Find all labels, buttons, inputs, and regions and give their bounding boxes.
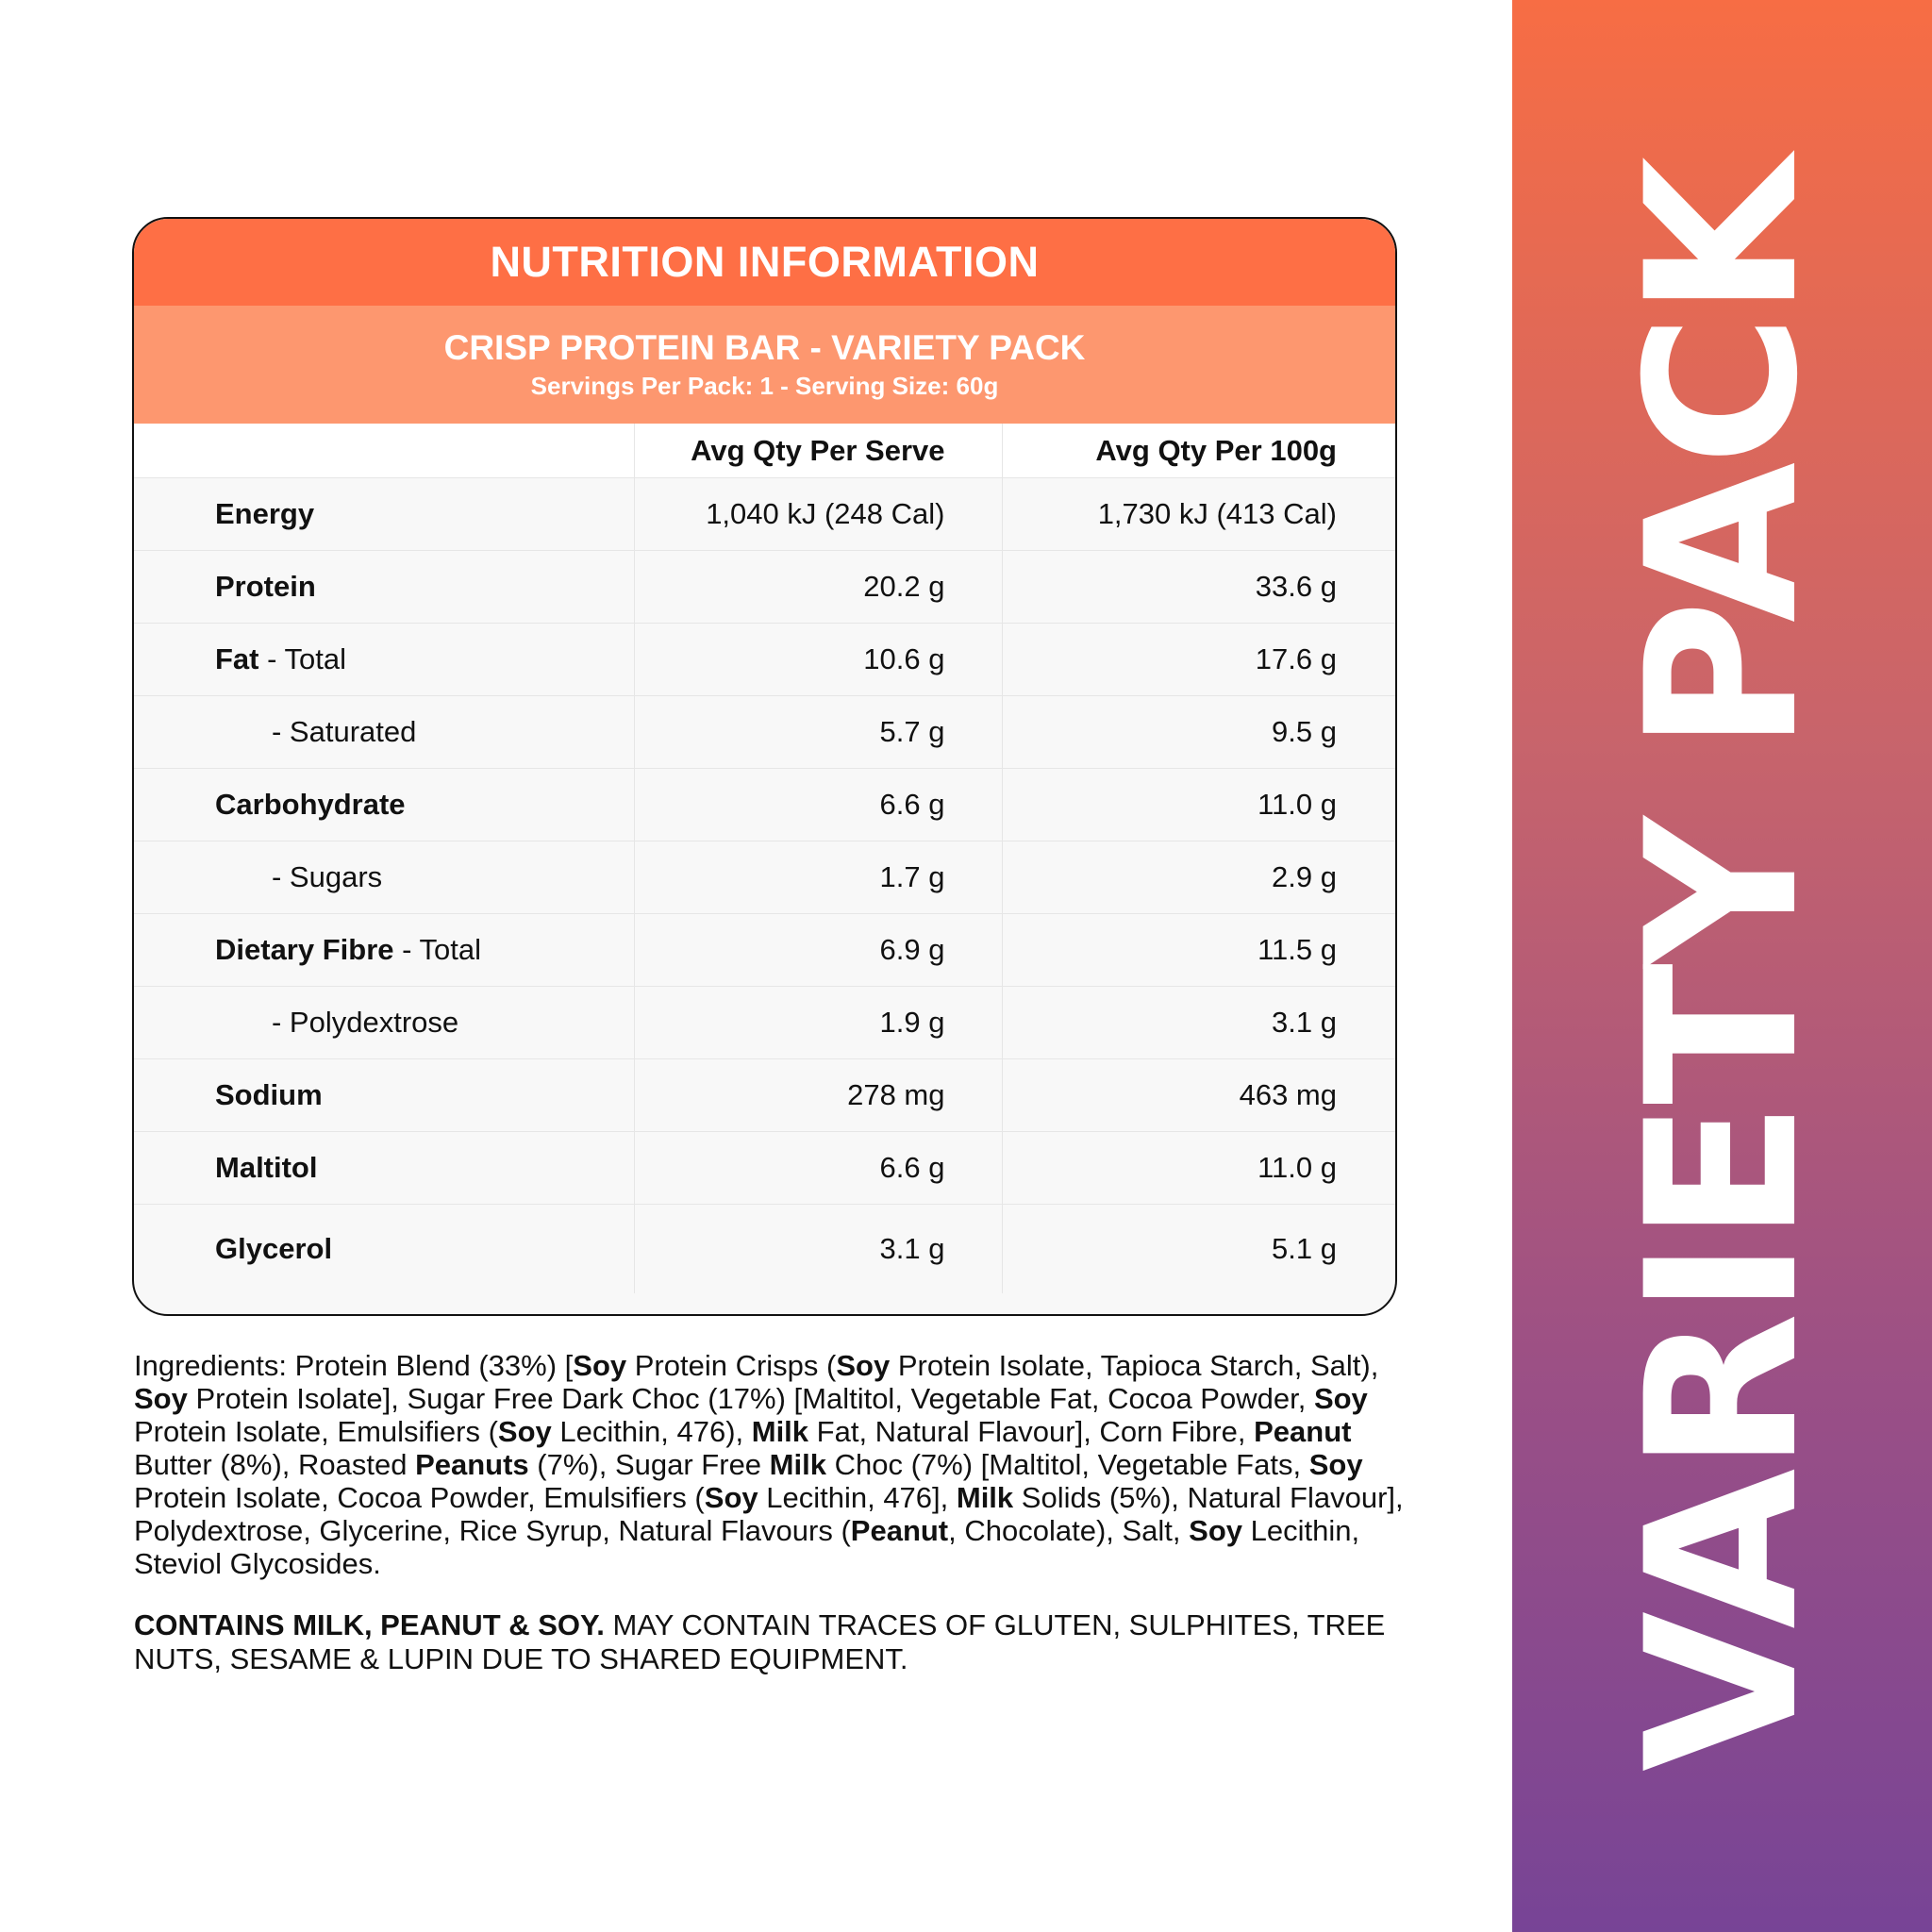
side-panel-text: VARIETY PACK <box>1601 159 1843 1773</box>
row-per-serve: 3.1 g <box>634 1205 1002 1293</box>
row-label: Carbohydrate <box>134 769 634 841</box>
row-per-serve: 1.9 g <box>634 987 1002 1059</box>
row-label: Fat - Total <box>134 624 634 696</box>
row-per-100g: 11.0 g <box>1002 769 1395 841</box>
row-per-100g: 5.1 g <box>1002 1205 1395 1293</box>
row-label: Glycerol <box>215 1231 333 1265</box>
allergen-may-contain: MAY CONTAIN TRACES OF GLUTEN, SULPHITES, TREE NUTS, SESAME & LUPIN DUE TO SHARED EQUIPMENT. <box>134 1608 1386 1675</box>
table-row <box>134 624 1395 696</box>
row-per-100g: 1,730 kJ (413 Cal) <box>1002 478 1395 551</box>
row-label: - Saturated <box>134 696 634 769</box>
ingredients-text: Ingredients: Protein Blend (33%) [Soy Protein Crisps (Soy Protein Isolate, Tapioca Starch, Salt), Soy Protein Isolate], Sugar Free Dark Choc (17%) [Maltitol, Vegetable Fat, Cocoa Powder, Soy Protein Isolate, Emulsifiers (Soy Lecithin, 476), Milk Fat, Natural Flavour], Corn Fibre, Peanut Butter (8%), Roasted Peanuts (7%), Sugar Free Milk Choc (7%) [Maltitol, Vegetable Fats, Soy Protein Isolate, Cocoa Powder, Emulsifiers (Soy Lecithin, 476], Milk Solids (5%), Natural Flavour], Polydextrose, Glycerine, Rice Syrup, Natural Flavours (Peanut, Chocolate), Salt, Soy Lecithin, Steviol Glycosides. <box>134 1349 1404 1580</box>
nutrition-panel <box>132 217 1397 1316</box>
row-per-serve: 1.7 g <box>634 841 1002 914</box>
side-panel <box>1512 0 1932 1932</box>
row-per-100g: 17.6 g <box>1002 624 1395 696</box>
row-per-100g: 2.9 g <box>1002 841 1395 914</box>
allergen-statement <box>134 1608 1426 1676</box>
row-per-serve: 278 mg <box>634 1059 1002 1132</box>
row-per-serve: 20.2 g <box>634 551 1002 624</box>
table-row <box>134 1132 1395 1205</box>
panel-title: NUTRITION INFORMATION <box>134 219 1395 306</box>
table-row <box>134 478 1395 551</box>
row-per-100g: 33.6 g <box>1002 551 1395 624</box>
row-label: Dietary Fibre - Total <box>134 914 634 987</box>
row-per-serve: 5.7 g <box>634 696 1002 769</box>
header-per-serve: Avg Qty Per Serve <box>634 424 1002 478</box>
table-row <box>134 987 1395 1059</box>
table-row <box>134 696 1395 769</box>
table-header-row <box>134 424 1395 478</box>
header-blank <box>134 424 634 478</box>
serving-info: Servings Per Pack: 1 - Serving Size: 60g <box>530 372 999 400</box>
row-per-100g: 463 mg <box>1002 1059 1395 1132</box>
table-row <box>134 1059 1395 1132</box>
row-per-100g: 9.5 g <box>1002 696 1395 769</box>
row-per-serve: 6.9 g <box>634 914 1002 987</box>
row-label: - Polydextrose <box>134 987 634 1059</box>
table-row <box>134 841 1395 914</box>
row-per-100g: 3.1 g <box>1002 987 1395 1059</box>
nutrition-table <box>134 424 1395 1293</box>
table-row <box>134 551 1395 624</box>
row-label: Sodium <box>134 1059 634 1132</box>
row-per-100g: 11.5 g <box>1002 914 1395 987</box>
row-label: Energy <box>134 478 634 551</box>
row-per-serve: 6.6 g <box>634 1132 1002 1205</box>
header-per-100g: Avg Qty Per 100g <box>1002 424 1395 478</box>
allergen-contains: CONTAINS MILK, PEANUT & SOY. <box>134 1608 605 1641</box>
product-header <box>134 306 1395 424</box>
product-name: CRISP PROTEIN BAR - VARIETY PACK <box>443 328 1086 367</box>
table-row <box>134 914 1395 987</box>
row-label: Protein <box>134 551 634 624</box>
row-per-serve: 1,040 kJ (248 Cal) <box>634 478 1002 551</box>
row-label: Maltitol <box>134 1132 634 1205</box>
table-row <box>134 769 1395 841</box>
row-per-serve: 6.6 g <box>634 769 1002 841</box>
table-row <box>134 1205 1395 1293</box>
row-per-100g: 11.0 g <box>1002 1132 1395 1205</box>
row-per-serve: 10.6 g <box>634 624 1002 696</box>
row-label: - Sugars <box>134 841 634 914</box>
